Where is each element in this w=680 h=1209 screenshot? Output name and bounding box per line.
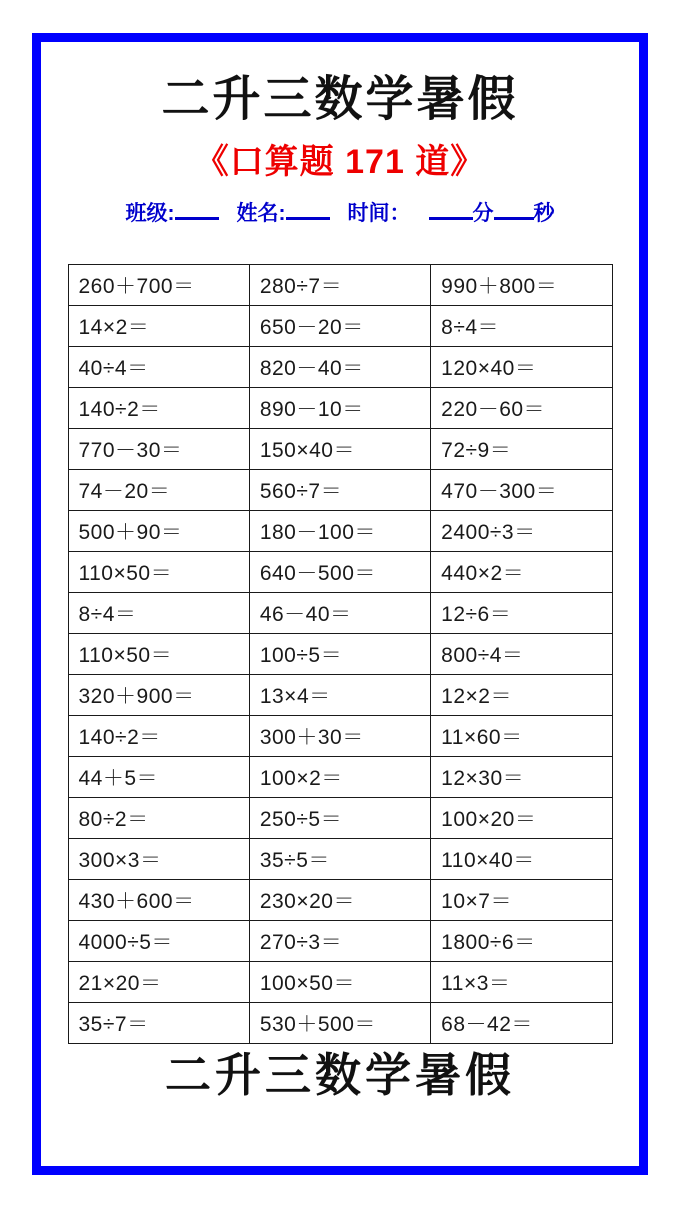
problem-cell: 80÷2＝ — [68, 798, 249, 839]
table-row — [68, 962, 612, 1003]
second-label: 秒 — [533, 202, 555, 225]
problem-cell: 820－40＝ — [249, 347, 430, 388]
table-row — [68, 593, 612, 634]
table-row — [68, 552, 612, 593]
table-row — [68, 470, 612, 511]
table-row — [68, 757, 612, 798]
problems-body — [68, 265, 612, 1044]
problem-cell: 220－60＝ — [431, 388, 612, 429]
table-row — [68, 347, 612, 388]
table-row — [68, 675, 612, 716]
problem-cell: 2400÷3＝ — [431, 511, 612, 552]
problem-cell: 100×20＝ — [431, 798, 612, 839]
problem-cell: 44＋5＝ — [68, 757, 249, 798]
table-row — [68, 265, 612, 306]
problem-cell: 110×50＝ — [68, 634, 249, 675]
problem-cell: 260＋700＝ — [68, 265, 249, 306]
problem-cell: 72÷9＝ — [431, 429, 612, 470]
problem-cell: 100×50＝ — [249, 962, 430, 1003]
problem-cell: 280÷7＝ — [249, 265, 430, 306]
problem-cell: 150×40＝ — [249, 429, 430, 470]
problem-cell: 140÷2＝ — [68, 716, 249, 757]
problem-cell: 990＋800＝ — [431, 265, 612, 306]
table-row — [68, 880, 612, 921]
page-subtitle: 《口算题 171 道》 — [194, 143, 486, 181]
table-row — [68, 429, 612, 470]
table-row — [68, 716, 612, 757]
problem-cell: 12×30＝ — [431, 757, 612, 798]
problem-cell: 110×50＝ — [68, 552, 249, 593]
problem-cell: 14×2＝ — [68, 306, 249, 347]
name-blank — [286, 198, 330, 220]
problem-cell: 35÷7＝ — [68, 1003, 249, 1044]
problem-cell: 10×7＝ — [431, 880, 612, 921]
problem-cell: 74－20＝ — [68, 470, 249, 511]
footer-title: 二升三数学暑假 — [165, 1049, 515, 1101]
problem-cell: 21×20＝ — [68, 962, 249, 1003]
problem-cell: 770－30＝ — [68, 429, 249, 470]
problem-cell: 440×2＝ — [431, 552, 612, 593]
problem-cell: 11×60＝ — [431, 716, 612, 757]
problem-cell: 530＋500＝ — [249, 1003, 430, 1044]
table-row — [68, 1003, 612, 1044]
problem-cell: 250÷5＝ — [249, 798, 430, 839]
page-title: 二升三数学暑假 — [161, 73, 519, 126]
table-row — [68, 306, 612, 347]
student-info-line — [41, 198, 639, 224]
problem-cell: 35÷5＝ — [249, 839, 430, 880]
name-label: 姓名: — [236, 202, 286, 225]
problem-cell: 890－10＝ — [249, 388, 430, 429]
problem-cell: 230×20＝ — [249, 880, 430, 921]
table-row — [68, 511, 612, 552]
time-minutes-blank — [429, 198, 473, 220]
minute-label: 分 — [472, 202, 494, 225]
problems-table — [68, 264, 613, 1044]
problem-cell: 12×2＝ — [431, 675, 612, 716]
problem-cell: 180－100＝ — [249, 511, 430, 552]
problem-cell: 300＋30＝ — [249, 716, 430, 757]
problem-cell: 4000÷5＝ — [68, 921, 249, 962]
problem-cell: 100×2＝ — [249, 757, 430, 798]
time-seconds-blank — [494, 198, 534, 220]
problem-cell: 800÷4＝ — [431, 634, 612, 675]
problem-cell: 470－300＝ — [431, 470, 612, 511]
problem-cell: 8÷4＝ — [431, 306, 612, 347]
table-row — [68, 839, 612, 880]
class-blank — [175, 198, 219, 220]
problem-cell: 46－40＝ — [249, 593, 430, 634]
problem-cell: 560÷7＝ — [249, 470, 430, 511]
problem-cell: 300×3＝ — [68, 839, 249, 880]
problem-cell: 270÷3＝ — [249, 921, 430, 962]
time-label: 时间： — [347, 202, 411, 225]
table-row — [68, 634, 612, 675]
table-row — [68, 798, 612, 839]
problem-cell: 640－500＝ — [249, 552, 430, 593]
problem-cell: 650－20＝ — [249, 306, 430, 347]
problem-cell: 8÷4＝ — [68, 593, 249, 634]
problem-cell: 430＋600＝ — [68, 880, 249, 921]
problem-cell: 500＋90＝ — [68, 511, 249, 552]
problem-cell: 40÷4＝ — [68, 347, 249, 388]
table-row — [68, 388, 612, 429]
problem-cell: 12÷6＝ — [431, 593, 612, 634]
problem-cell: 110×40＝ — [431, 839, 612, 880]
problem-cell: 1800÷6＝ — [431, 921, 612, 962]
blue-frame — [32, 33, 648, 1175]
problem-cell: 11×3＝ — [431, 962, 612, 1003]
problem-cell: 13×4＝ — [249, 675, 430, 716]
problem-cell: 320＋900＝ — [68, 675, 249, 716]
problem-cell: 140÷2＝ — [68, 388, 249, 429]
table-row — [68, 921, 612, 962]
problem-cell: 120×40＝ — [431, 347, 612, 388]
class-label: 班级: — [125, 202, 175, 225]
problem-cell: 100÷5＝ — [249, 634, 430, 675]
problem-cell: 68－42＝ — [431, 1003, 612, 1044]
